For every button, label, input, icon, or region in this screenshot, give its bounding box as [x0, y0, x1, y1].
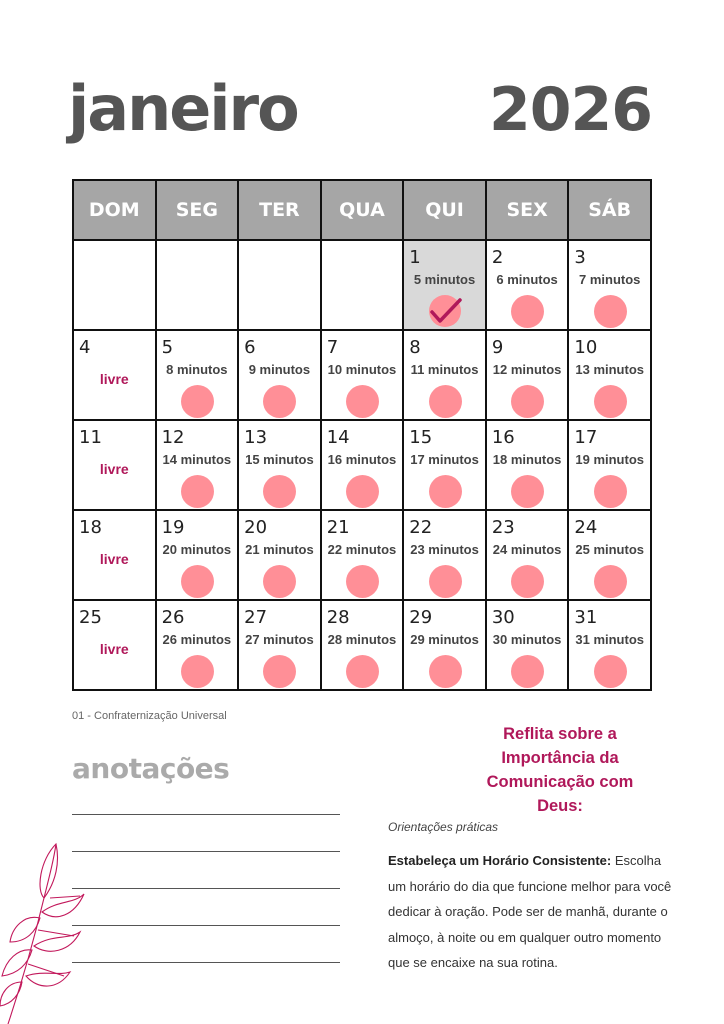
prayer-minutes: 28 minutos — [327, 632, 397, 647]
leaf-branch-icon — [0, 838, 120, 1024]
day-number: 17 — [574, 427, 598, 448]
progress-dot[interactable] — [594, 475, 627, 508]
weekday-header-row — [73, 180, 651, 240]
free-day-label: livre — [99, 641, 129, 657]
day-cell[interactable] — [403, 330, 486, 420]
day-cell[interactable] — [568, 240, 651, 330]
prayer-minutes: 9 minutos — [248, 362, 311, 377]
day-cell — [73, 240, 156, 330]
prayer-minutes: 21 minutos — [245, 542, 314, 557]
progress-dot[interactable] — [429, 385, 462, 418]
prayer-minutes: 25 minutos — [575, 542, 644, 557]
day-number: 11 — [79, 427, 102, 448]
progress-dot[interactable] — [511, 475, 544, 508]
progress-dot[interactable] — [594, 655, 627, 688]
tip-paragraph — [388, 848, 678, 976]
day-cell[interactable] — [486, 330, 569, 420]
week-row — [73, 240, 651, 330]
day-cell[interactable] — [156, 600, 239, 690]
day-cell[interactable] — [486, 510, 569, 600]
day-cell[interactable] — [156, 330, 239, 420]
notes-title: anotações — [72, 752, 230, 785]
week-row — [73, 510, 651, 600]
week-row — [73, 330, 651, 420]
weekday-header: TER — [238, 180, 321, 240]
prayer-minutes: 8 minutos — [166, 362, 228, 377]
progress-dot[interactable] — [511, 655, 544, 688]
day-number: 29 — [409, 607, 433, 628]
prayer-minutes: 5 minutos — [413, 272, 476, 287]
prayer-minutes: 7 minutos — [578, 272, 641, 287]
progress-dot[interactable] — [511, 565, 544, 598]
progress-dot[interactable] — [511, 385, 544, 418]
prayer-minutes: 14 minutos — [162, 452, 232, 467]
day-number: 16 — [491, 427, 515, 448]
day-number: 20 — [244, 517, 268, 538]
day-cell[interactable] — [486, 600, 569, 690]
day-number: 12 — [161, 427, 185, 448]
weekday-header: SEG — [156, 180, 239, 240]
prayer-minutes: 6 minutos — [496, 272, 558, 287]
checkmark-icon — [427, 293, 463, 329]
day-number: 28 — [326, 607, 350, 628]
day-number: 4 — [79, 337, 91, 358]
prayer-minutes: 17 minutos — [410, 452, 479, 467]
weekday-header: SÁB — [568, 180, 651, 240]
day-number: 7 — [326, 337, 339, 358]
progress-dot[interactable] — [263, 385, 296, 418]
day-number: 8 — [409, 337, 421, 358]
prayer-minutes: 16 minutos — [327, 452, 397, 467]
progress-dot[interactable] — [263, 475, 296, 508]
practical-tips-subtitle: Orientações práticas — [388, 820, 499, 834]
prayer-minutes: 10 minutos — [327, 362, 397, 377]
day-cell[interactable] — [238, 420, 321, 510]
progress-dot[interactable] — [346, 475, 379, 508]
day-cell[interactable] — [73, 600, 156, 690]
day-cell[interactable] — [321, 330, 404, 420]
holiday-note: 01 - Confraternização Universal — [72, 710, 227, 722]
day-cell[interactable] — [403, 510, 486, 600]
day-number: 3 — [574, 247, 586, 268]
day-number: 22 — [409, 517, 433, 538]
day-number: 10 — [574, 337, 598, 358]
prayer-minutes: 30 minutos — [492, 632, 562, 647]
day-number: 1 — [409, 247, 421, 268]
calendar-grid — [72, 179, 652, 691]
day-number: 21 — [326, 517, 350, 538]
day-number: 6 — [244, 337, 256, 358]
day-number: 13 — [244, 427, 268, 448]
day-number: 31 — [574, 607, 598, 628]
day-cell[interactable] — [238, 330, 321, 420]
note-line — [72, 814, 340, 815]
day-number: 14 — [326, 427, 350, 448]
day-cell[interactable] — [156, 420, 239, 510]
free-day-label: livre — [99, 371, 129, 387]
day-cell[interactable] — [568, 510, 651, 600]
day-cell[interactable] — [403, 240, 486, 330]
week-row — [73, 600, 651, 690]
day-cell[interactable] — [156, 510, 239, 600]
prayer-minutes: 13 minutos — [575, 362, 644, 377]
progress-dot[interactable] — [594, 295, 627, 328]
weekday-header: QUA — [321, 180, 404, 240]
prayer-minutes: 31 minutos — [575, 632, 644, 647]
tip-title: Estabeleça um Horário Consistente: — [388, 853, 612, 868]
day-number: 2 — [491, 247, 504, 268]
reflection-title: Reflita sobre a Importância da Comunicação com Deus: — [486, 725, 634, 815]
prayer-minutes: 24 minutos — [492, 542, 562, 557]
day-cell[interactable] — [568, 330, 651, 420]
day-number: 24 — [574, 517, 598, 538]
progress-dot[interactable] — [181, 565, 214, 598]
tip-text: Escolha um horário do dia que funcione melhor para você dedicar à oração. Pode ser de manhã, durante o almoço, à noite ou em qualquer outro momento que se encaixe na sua rotina. — [388, 853, 672, 970]
progress-dot[interactable] — [263, 655, 296, 688]
progress-dot[interactable] — [511, 295, 544, 328]
day-number: 15 — [409, 427, 433, 448]
day-number: 27 — [244, 607, 268, 628]
day-cell — [321, 240, 404, 330]
prayer-minutes: 11 minutos — [410, 362, 479, 377]
day-cell[interactable] — [73, 330, 156, 420]
progress-dot[interactable] — [346, 385, 379, 418]
weekday-header: SEX — [486, 180, 569, 240]
progress-dot[interactable] — [181, 475, 214, 508]
progress-dot[interactable] — [181, 385, 214, 418]
progress-dot[interactable] — [263, 565, 296, 598]
day-cell[interactable] — [486, 240, 569, 330]
prayer-minutes: 15 minutos — [245, 452, 314, 467]
prayer-minutes: 26 minutos — [162, 632, 232, 647]
day-number: 23 — [491, 517, 515, 538]
day-cell[interactable] — [568, 420, 651, 510]
prayer-minutes: 12 minutos — [492, 362, 562, 377]
prayer-minutes: 20 minutos — [162, 542, 232, 557]
day-cell[interactable] — [238, 600, 321, 690]
weekday-header: DOM — [73, 180, 156, 240]
day-number: 26 — [161, 607, 185, 628]
day-cell[interactable] — [321, 510, 404, 600]
day-cell[interactable] — [321, 600, 404, 690]
day-number: 18 — [79, 517, 102, 538]
day-number: 19 — [161, 517, 185, 538]
day-cell[interactable] — [73, 510, 156, 600]
progress-dot[interactable] — [346, 565, 379, 598]
year-title: 2026 — [489, 75, 652, 145]
day-cell[interactable] — [403, 600, 486, 690]
day-cell[interactable] — [73, 420, 156, 510]
day-cell[interactable] — [486, 420, 569, 510]
day-cell[interactable] — [238, 510, 321, 600]
day-cell — [156, 240, 239, 330]
prayer-minutes: 27 minutos — [245, 632, 314, 647]
prayer-minutes: 23 minutos — [410, 542, 479, 557]
day-cell[interactable] — [403, 420, 486, 510]
day-number: 9 — [491, 337, 504, 358]
prayer-minutes: 19 minutos — [575, 452, 644, 467]
progress-dot[interactable] — [429, 475, 462, 508]
day-number: 30 — [491, 607, 515, 628]
progress-dot[interactable] — [346, 655, 379, 688]
prayer-minutes: 18 minutos — [492, 452, 562, 467]
free-day-label: livre — [99, 551, 129, 567]
day-cell[interactable] — [568, 600, 651, 690]
progress-dot[interactable] — [429, 565, 462, 598]
day-cell — [238, 240, 321, 330]
day-number: 25 — [79, 607, 102, 628]
free-day-label: livre — [99, 461, 129, 477]
prayer-minutes: 29 minutos — [410, 632, 479, 647]
day-cell[interactable] — [321, 420, 404, 510]
month-title: janeiro — [68, 72, 298, 145]
day-number: 5 — [161, 337, 174, 358]
progress-dot[interactable] — [594, 385, 627, 418]
progress-dot[interactable] — [181, 655, 214, 688]
weekday-header: QUI — [403, 180, 486, 240]
progress-dot[interactable] — [429, 655, 462, 688]
prayer-minutes: 22 minutos — [327, 542, 397, 557]
week-row — [73, 420, 651, 510]
progress-dot[interactable] — [594, 565, 627, 598]
